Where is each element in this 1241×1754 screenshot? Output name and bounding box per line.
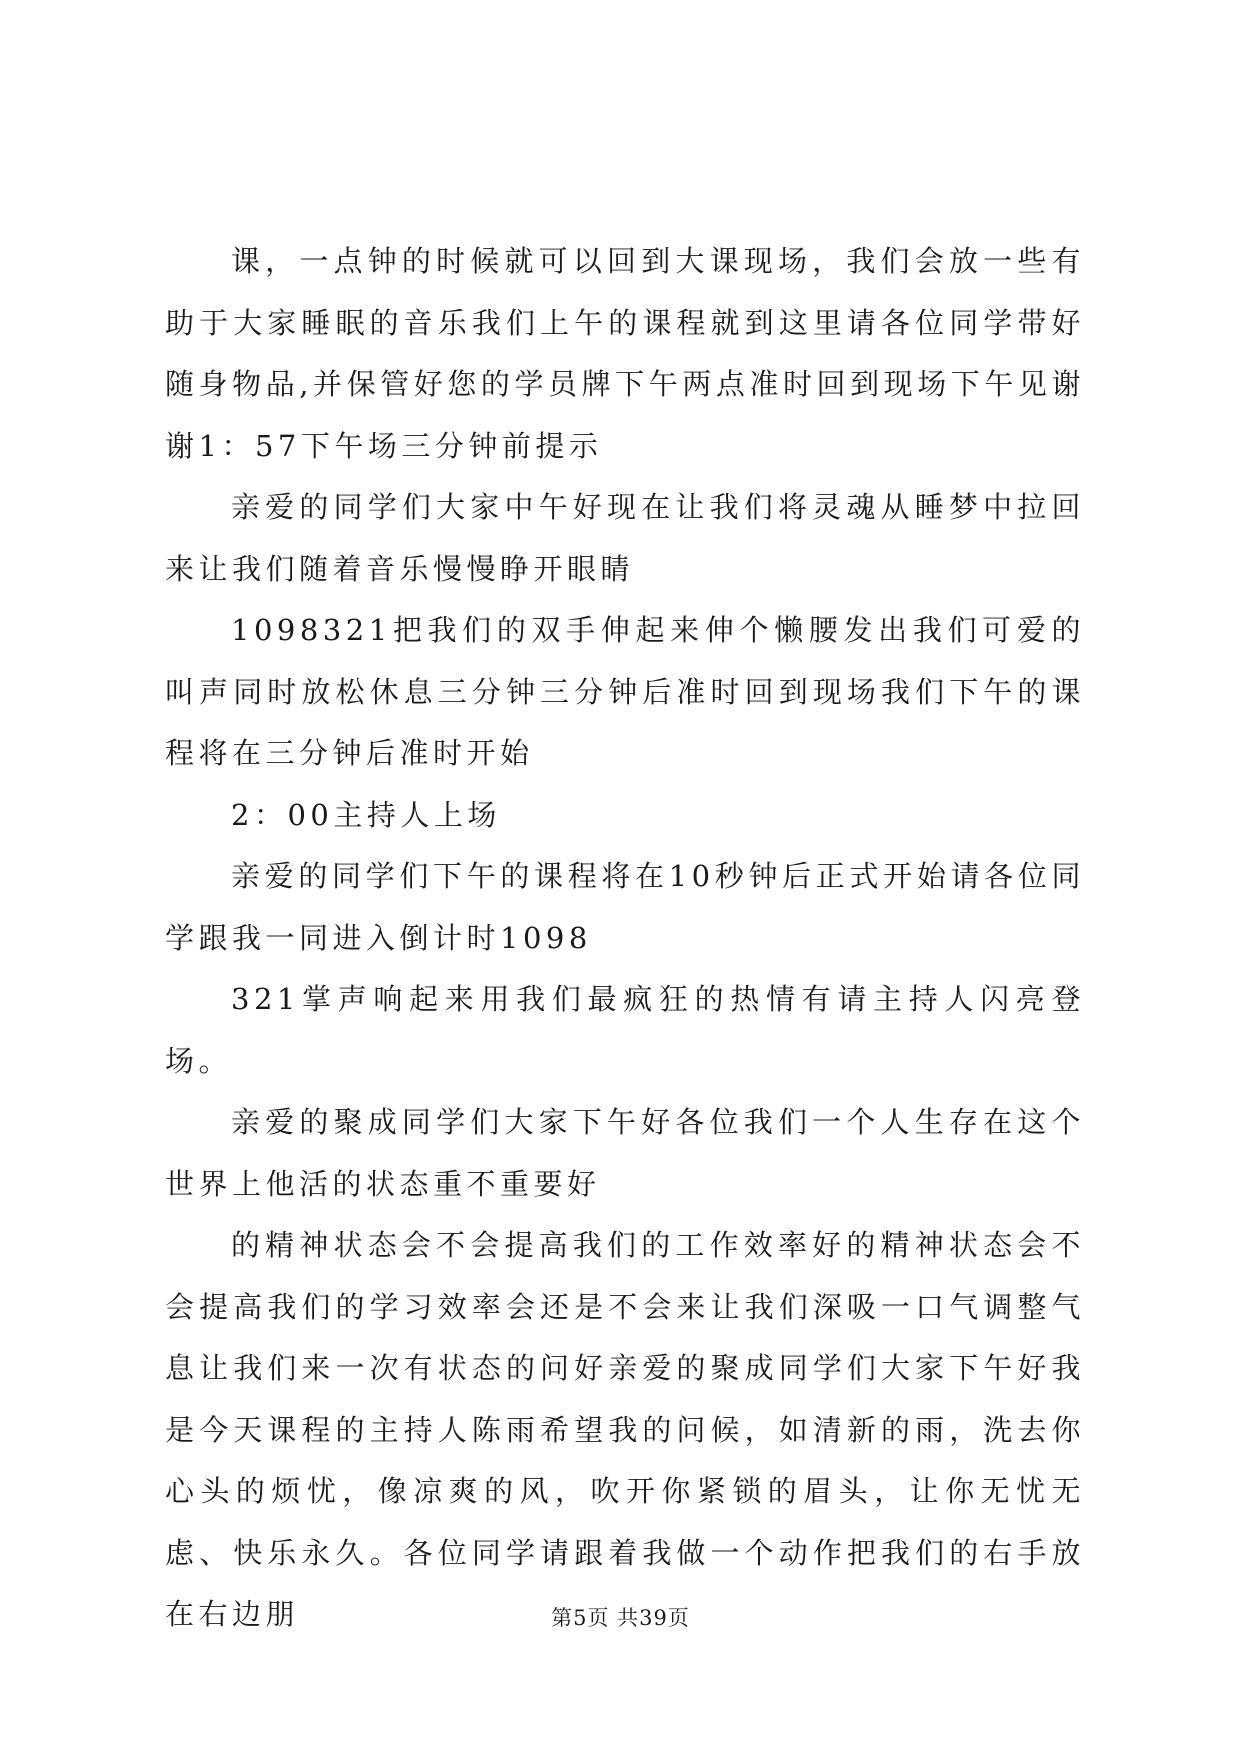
paragraph-3: 1098321把我们的双手伸起来伸个懒腰发出我们可爱的叫声同时放松休息三分钟三分钟后准时回到现场我们下午的课程将在三分钟后准时开始 <box>165 613 1085 770</box>
document-body <box>165 231 1085 1646</box>
paragraph-6: 321掌声响起来用我们最疯狂的热情有请主持人闪亮登场。 <box>165 982 1085 1078</box>
page-number-footer: 第5页 共39页 <box>551 1606 690 1630</box>
paragraph-1: 课，一点钟的时候就可以回到大课现场，我们会放一些有助于大家睡眠的音乐我们上午的课程就到这里请各位同学带好随身物品,并保管好您的学员牌下午两点准时回到现场下午见谢谢1：57下午场三分钟前提示 <box>165 244 1085 463</box>
paragraph-5: 亲爱的同学们下午的课程将在10秒钟后正式开始请各位同学跟我一同进入倒计时1098 <box>165 859 1085 955</box>
paragraph-4: 2：00主持人上场 <box>231 797 501 832</box>
paragraph-7: 亲爱的聚成同学们大家下午好各位我们一个人生存在这个世界上他活的状态重不重要好 <box>165 1105 1085 1201</box>
paragraph-2: 亲爱的同学们大家中午好现在让我们将灵魂从睡梦中拉回来让我们随着音乐慢慢睁开眼睛 <box>165 490 1085 586</box>
paragraph-8: 的精神状态会不会提高我们的工作效率好的精神状态会不会提高我们的学习效率会还是不会来让我们深吸一口气调整气息让我们来一次有状态的问好亲爱的聚成同学们大家下午好我是今天课程的主持人陈雨希望我的问候，如清新的雨，洗去你心头的烦忧，像凉爽的风，吹开你紧锁的眉头，让你无忧无虑、快乐永久。各位同学请跟着我做一个动作把我们的右手放在右边朋 <box>165 1228 1085 1631</box>
